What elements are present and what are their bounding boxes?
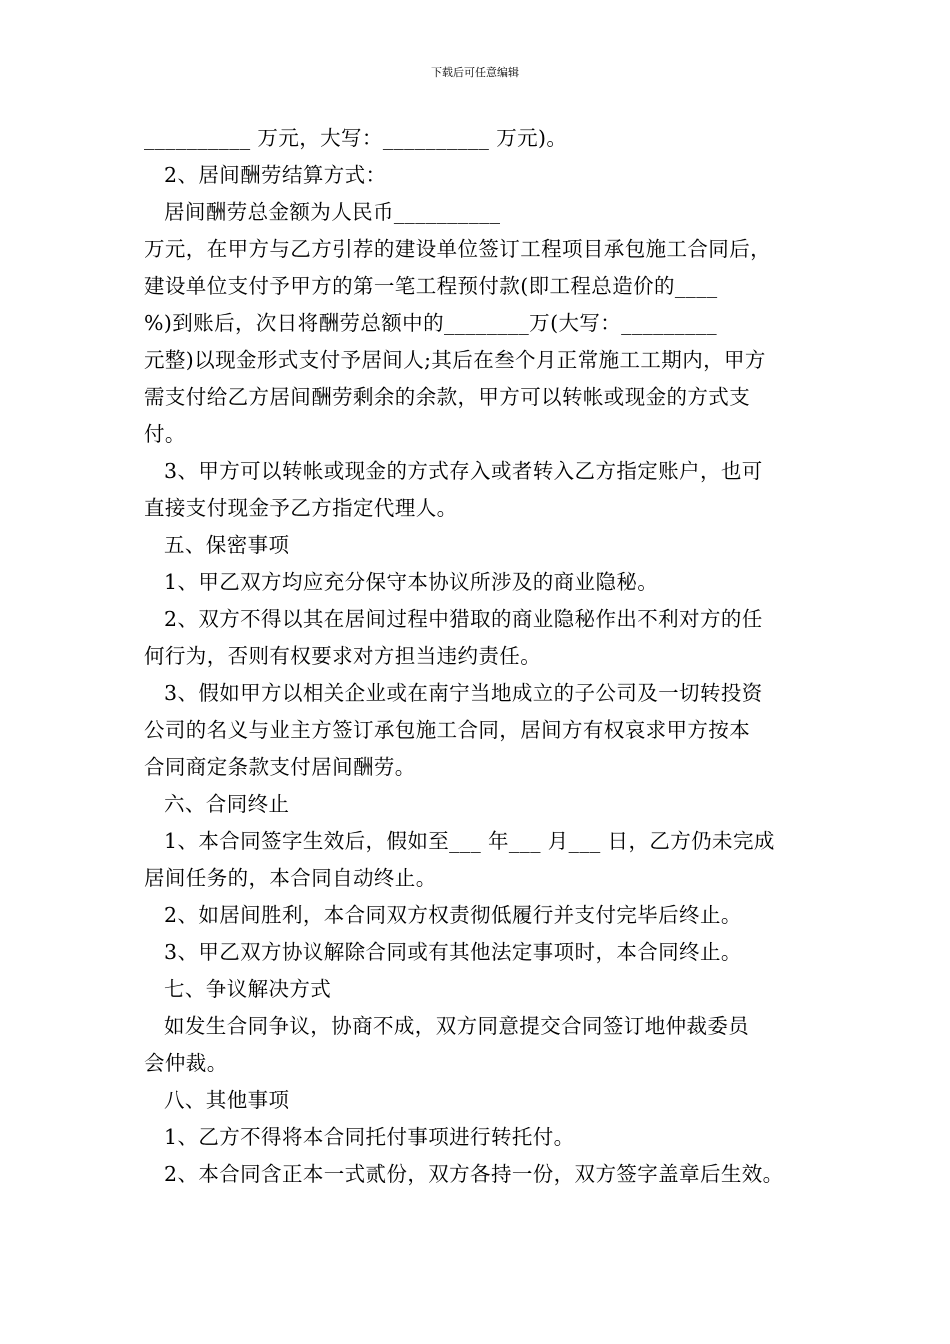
paragraph-line: 2、如居间胜利，本合同双方权责彻低履行并支付完毕后终止。: [164, 903, 742, 927]
paragraph-line: 2、本合同含正本一式贰份，双方各持一份，双方签字盖章后生效。: [164, 1162, 784, 1186]
section-heading: 八、其他事项: [164, 1088, 290, 1112]
document-body: [144, 120, 814, 1193]
paragraph-line: 需支付给乙方居间酬劳剩余的余款，甲方可以转帐或现金的方式支: [144, 385, 751, 409]
paragraph-line: 2、居间酬劳结算方式：: [164, 163, 387, 187]
paragraph-line: 何行为，否则有权要求对方担当违约责任。: [144, 644, 542, 668]
paragraph-line: 付。: [144, 422, 186, 446]
paragraph-line: __________ 万元，大写：__________ 万元)。: [144, 126, 568, 150]
paragraph-line: %)到账后，次日将酬劳总额中的________万(大写：_________: [144, 311, 718, 335]
paragraph-line: 1、乙方不得将本合同托付事项进行转托付。: [164, 1125, 575, 1149]
section-heading: 七、争议解决方式: [164, 977, 332, 1001]
paragraph-line: 2、双方不得以其在居间过程中猎取的商业隐秘作出不利对方的任: [164, 607, 763, 631]
paragraph-line: 3、假如甲方以相关企业或在南宁当地成立的子公司及一切转投资: [164, 681, 763, 705]
page-header: 下载后可任意编辑: [431, 66, 519, 79]
paragraph-line: 建设单位支付予甲方的第一笔工程预付款(即工程总造价的____: [144, 274, 718, 298]
paragraph-line: 直接支付现金予乙方指定代理人。: [144, 496, 458, 520]
paragraph-line: 3、甲方可以转帐或现金的方式存入或者转入乙方指定账户，也可: [164, 459, 763, 483]
paragraph-line: 1、甲乙双方均应充分保守本协议所涉及的商业隐秘。: [164, 570, 659, 594]
paragraph-line: 1、本合同签字生效后，假如至___ 年___ 月___ 日，乙方仍未完成: [164, 829, 775, 853]
paragraph-line: 合同商定条款支付居间酬劳。: [144, 755, 416, 779]
paragraph-line: 居间酬劳总金额为人民币__________: [164, 200, 501, 224]
paragraph-line: 3、甲乙双方协议解除合同或有其他法定事项时，本合同终止。: [164, 940, 742, 964]
paragraph-line: 如发生合同争议，协商不成，双方同意提交合同签订地仲裁委员: [164, 1014, 750, 1038]
section-heading: 六、合同终止: [164, 792, 290, 816]
paragraph-line: 会仲裁。: [144, 1051, 228, 1075]
paragraph-line: 万元，在甲方与乙方引荐的建设单位签订工程项目承包施工合同后，: [144, 237, 771, 261]
paragraph-line: 公司的名义与业主方签订承包施工合同，居间方有权哀求甲方按本: [144, 718, 751, 742]
paragraph-line: 元整)以现金形式支付予居间人;其后在叁个月正常施工工期内，甲方: [144, 348, 766, 372]
section-heading: 五、保密事项: [164, 533, 290, 557]
paragraph-line: 居间任务的，本合同自动终止。: [144, 866, 437, 890]
